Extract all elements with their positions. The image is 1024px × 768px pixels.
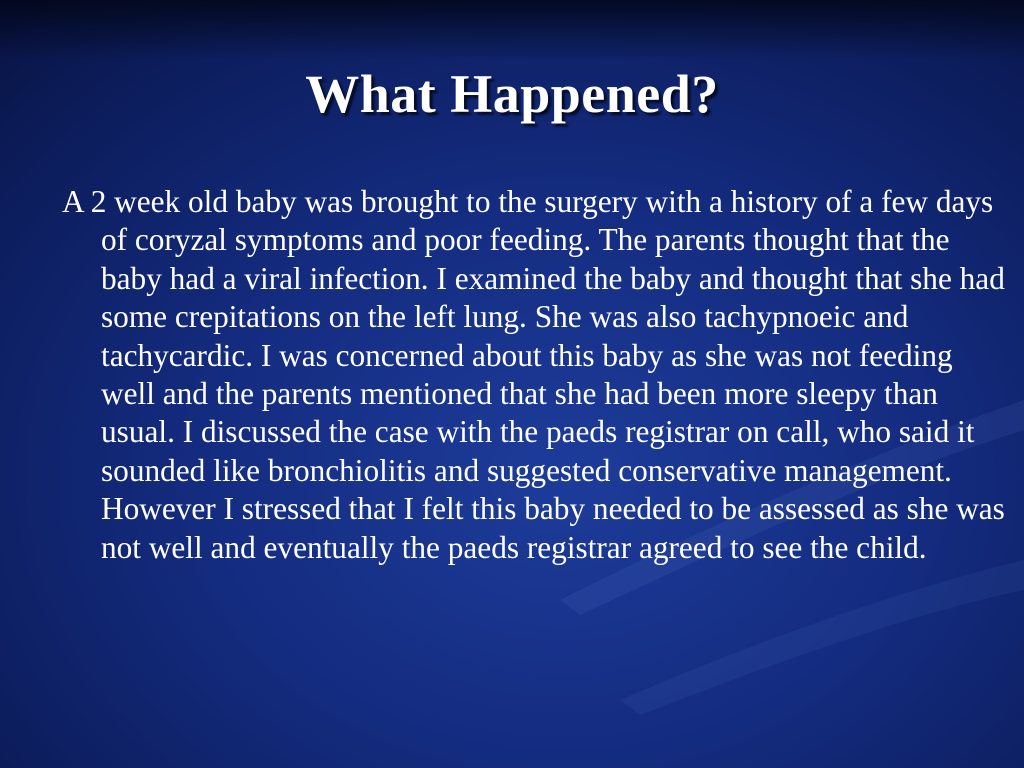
slide-title: What Happened? [305, 64, 719, 124]
body-paragraph: A 2 week old baby was brought to the surgery with a history of a few days of coryzal symptoms and poor feeding. The parents thought that the baby had a viral infection. I examined the baby and thought that she had some crepitations on the left lung. She was also tachypnoeic and tachycardic. I was concerned about this baby as she was not feeding well and the parents mentioned that she had been more sleepy than usual. I discussed the case with the paeds registrar on call, who said it sounded like bronchiolitis and suggested conservative management. However I stressed that I felt this baby needed to be assessed as she was not well and eventually the paeds registrar agreed to see the child. [62, 184, 1005, 565]
swirl-band-lower [620, 560, 1024, 715]
